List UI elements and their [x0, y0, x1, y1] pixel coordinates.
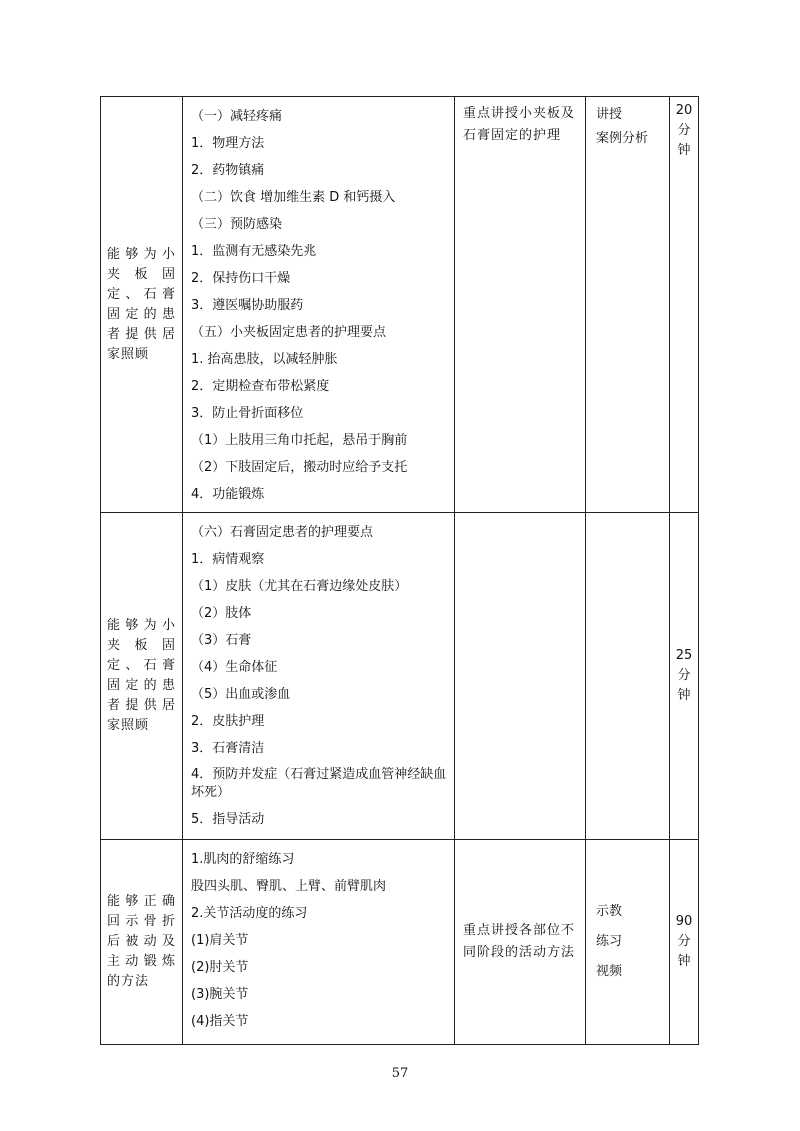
content-line: （六）石膏固定患者的护理要点: [191, 525, 374, 540]
content-line: （一）减轻疼痛: [191, 109, 283, 124]
content-line: （5）出血或渗血: [191, 687, 291, 702]
content-line: （1）皮肤（尤其在石膏边缘处皮肤）: [191, 579, 408, 594]
objective-line: 能够正确: [107, 894, 176, 909]
objective-line: 固定的患: [107, 678, 176, 693]
content-line: （4）生命体征: [191, 660, 278, 675]
content-line: (2)肘关节: [191, 960, 249, 975]
content-line: 3．石膏清洁: [191, 741, 265, 756]
objective-line: 者提供居: [107, 698, 176, 713]
time-part: 20: [675, 103, 693, 118]
method-item: 视频: [596, 964, 623, 979]
content-line: 2．药物镇痛: [191, 163, 265, 178]
content-line: （二）饮食 增加维生素 D 和钙摄入: [191, 190, 396, 205]
objective-cell: [101, 513, 183, 840]
key-point-cell: 重点讲授各部位不同阶段的活动方法: [455, 840, 586, 1045]
content-line: 1．病情观察: [191, 552, 265, 567]
time-cell: [670, 97, 699, 513]
content-line: （2）肢体: [191, 606, 252, 621]
table-row: [101, 513, 699, 840]
content-line: （五）小夹板固定患者的护理要点: [191, 325, 387, 340]
time-part: 钟: [677, 954, 691, 969]
content-line: 2.关节活动度的练习: [191, 906, 308, 921]
objective-line: 的方法: [107, 974, 150, 989]
objective-line: 定、石膏: [107, 658, 176, 673]
objective-line: 夹板固: [107, 638, 176, 653]
objective-line: 主动锻炼: [107, 954, 176, 969]
content-line: （2）下肢固定后，搬动时应给予支托: [191, 460, 408, 475]
key-point-cell: [455, 513, 586, 840]
content-line: 1．物理方法: [191, 136, 265, 151]
method-item: 练习: [596, 934, 623, 949]
method-cell: [586, 97, 670, 513]
content-cell: [183, 840, 455, 1045]
objective-line: 家照顾: [107, 718, 150, 733]
content-line: (4)指关节: [191, 1014, 249, 1029]
content-line: 3．防止骨折面移位: [191, 406, 304, 421]
objective-line: 家照顾: [107, 346, 150, 362]
content-line: 5．指导活动: [191, 812, 265, 827]
table-row: [101, 840, 699, 1045]
page-number: 57: [391, 1066, 409, 1081]
time-part: 分: [677, 123, 691, 138]
objective-cell: [101, 840, 183, 1045]
content-line: 2．皮肤护理: [191, 714, 265, 729]
content-line: 股四头肌、臀肌、上臂、前臂肌肉: [191, 879, 387, 894]
objective-line: 定、石膏: [107, 286, 176, 302]
content-cell: [183, 513, 455, 840]
content-line: 1. 抬高患肢，以减轻肿胀: [191, 352, 338, 367]
key-point-cell: 重点讲授小夹板及石膏固定的护理: [455, 97, 586, 513]
time-part: 25: [675, 648, 693, 663]
lesson-plan-table: [100, 96, 699, 1045]
time-cell: [670, 513, 699, 840]
method-cell: [586, 513, 670, 840]
content-line: 1.肌肉的舒缩练习: [191, 852, 295, 867]
method-item: 示教: [596, 904, 623, 919]
time-part: 分: [677, 934, 691, 949]
time-part: 分: [677, 668, 691, 683]
content-line: (1)肩关节: [191, 933, 249, 948]
time-part: 钟: [677, 688, 691, 703]
content-line: 2．定期检查布带松紧度: [191, 379, 330, 394]
time-part: 90: [675, 914, 693, 929]
content-line: 2．保持伤口干燥: [191, 271, 291, 286]
content-line: 4．功能锻炼: [191, 487, 265, 502]
time-part: 钟: [677, 143, 691, 158]
objective-line: 固定的患: [107, 306, 176, 322]
objective-line: 者提供居: [107, 326, 176, 342]
content-line: 1．监测有无感染先兆: [191, 244, 317, 259]
content-line: (3)腕关节: [191, 987, 249, 1002]
content-line: 3．遵医嘱协助服药: [191, 298, 304, 313]
time-cell: [670, 840, 699, 1045]
objective-line: 能够为小: [107, 246, 176, 262]
content-line: （3）石膏: [191, 633, 252, 648]
table-row: [101, 97, 699, 513]
objective-cell: [101, 97, 183, 513]
content-line: 4．预防并发症（石膏过紧造成血管神经缺血坏死）: [191, 767, 447, 800]
objective-line: 后被动及: [107, 934, 176, 949]
content-line: （三）预防感染: [191, 217, 283, 232]
objective-line: 回示骨折: [107, 914, 176, 929]
method-item: 案例分析: [596, 131, 649, 146]
objective-line: 能够为小: [107, 618, 176, 633]
content-cell: [183, 97, 455, 513]
method-cell: [586, 840, 670, 1045]
objective-line: 夹板固: [107, 266, 176, 282]
content-line: （1）上肢用三角巾托起，悬吊于胸前: [191, 433, 408, 448]
method-item: 讲授: [596, 107, 623, 122]
